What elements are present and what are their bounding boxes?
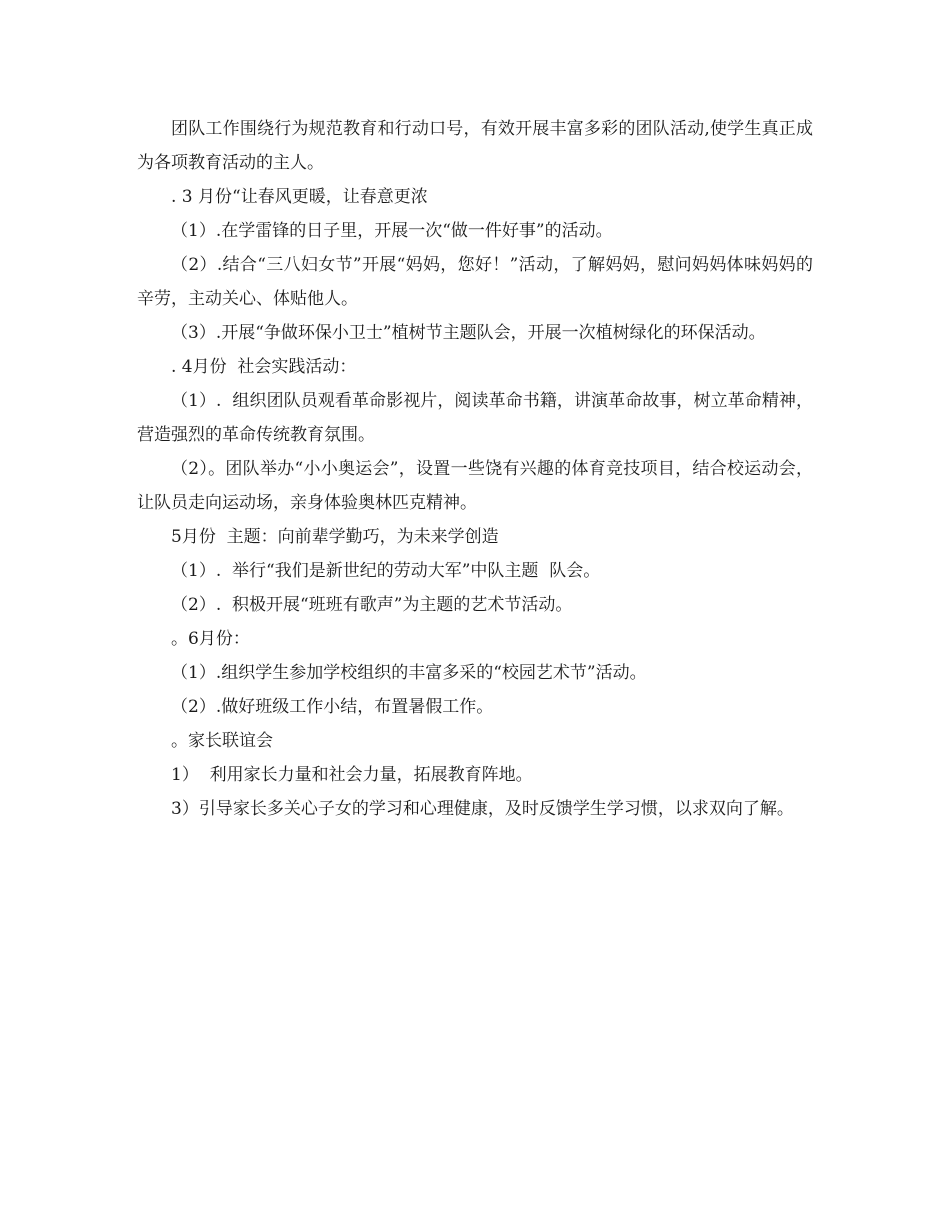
heading-june: 。6月份：	[171, 629, 250, 649]
paragraph-intro: 团队工作围绕行为规范教育和行动口号，有效开展丰富多彩的团队活动,使学生真正成为各项教育活动的主人。	[137, 119, 813, 173]
list-item-march-2: （2）.结合“三八妇女节”开展“妈妈，您好！”活动，了解妈妈，慰问妈妈体味妈妈的辛劳，主动关心、体贴他人。	[137, 255, 813, 309]
list-item-parents-3: 3）引导家长多关心子女的学习和心理健康，及时反馈学生学习惯，以求双向了解。	[171, 799, 794, 819]
list-item-june-1: （1）.组织学生参加学校组织的丰富多采的“校园艺术节”活动。	[171, 663, 647, 683]
heading-march: . 3 月份“让春风更暖，让春意更浓	[171, 187, 428, 207]
heading-may: 5月份 主题：向前辈学勤巧，为未来学创造	[171, 527, 499, 547]
list-item-may-2: （2）. 积极开展“班班有歌声”为主题的艺术节活动。	[171, 595, 573, 615]
list-item-april-1: （1）. 组织团队员观看革命影视片，阅读革命书籍，讲演革命故事，树立革命精神，营造强烈的革命传统教育氛围。	[137, 391, 813, 445]
list-item-march-1: （1）.在学雷锋的日子里，开展一次“做一件好事”的活动。	[171, 221, 613, 241]
heading-parents-meeting: 。家长联谊会	[171, 731, 273, 751]
heading-april: . 4月份 社会实践活动：	[171, 357, 357, 377]
list-item-may-1: （1）. 举行“我们是新世纪的劳动大军”中队主题 队会。	[171, 561, 601, 581]
document-body	[137, 112, 813, 826]
list-item-parents-1: 1） 利用家长力量和社会力量，拓展教育阵地。	[171, 765, 533, 785]
list-item-june-2: （2）.做好班级工作小结，布置暑假工作。	[171, 697, 494, 717]
list-item-march-3: （3）.开展“争做环保小卫士”植树节主题队会，开展一次植树绿化的环保活动。	[171, 323, 766, 343]
list-item-april-2: （2）。团队举办“小小奥运会”，设置一些饶有兴趣的体育竞技项目，结合校运动会，让队员走向运动场，亲身体验奥林匹克精神。	[137, 459, 813, 513]
